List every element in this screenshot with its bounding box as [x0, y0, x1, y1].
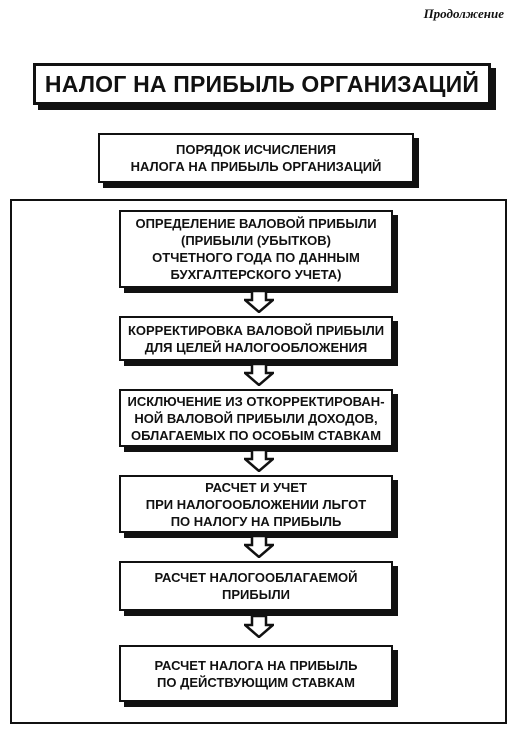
flow-step-6: РАСЧЕТ НАЛОГА НА ПРИБЫЛЬ ПО ДЕЙСТВУЮЩИМ СТАВКАМ — [119, 645, 393, 702]
continued-label: Продолжение — [423, 6, 504, 21]
flow-step-4: РАСЧЕТ И УЧЕТ ПРИ НАЛОГООБЛОЖЕНИИ ЛЬГОТ ПО НАЛОГУ НА ПРИБЫЛЬ — [119, 475, 393, 533]
flow-step-5: РАСЧЕТ НАЛОГООБЛАГАЕМОЙ ПРИБЫЛИ — [119, 561, 393, 611]
flow-step-3: ИСКЛЮЧЕНИЕ ИЗ ОТКОРРЕКТИРОВАН- НОЙ ВАЛОВОЙ ПРИБЫЛИ ДОХОДОВ, ОБЛАГАЕМЫХ ПО ОСОБЫМ СТАВКАМ — [119, 389, 393, 447]
flow-arrow-3 — [244, 450, 274, 472]
flow-top-box: ПОРЯДОК ИСЧИСЛЕНИЯ НАЛОГА НА ПРИБЫЛЬ ОРГАНИЗАЦИЙ — [98, 133, 414, 183]
page-title: НАЛОГ НА ПРИБЫЛЬ ОРГАНИЗАЦИЙ — [33, 63, 491, 105]
flow-arrow-1 — [244, 291, 274, 313]
flow-step-1: ОПРЕДЕЛЕНИЕ ВАЛОВОЙ ПРИБЫЛИ (ПРИБЫЛИ (УБЫТКОВ) ОТЧЕТНОГО ГОДА ПО ДАННЫМ БУХГАЛТЕРСКОГО УЧЕТА) — [119, 210, 393, 288]
flow-step-2: КОРРЕКТИРОВКА ВАЛОВОЙ ПРИБЫЛИ ДЛЯ ЦЕЛЕЙ НАЛОГООБЛОЖЕНИЯ — [119, 316, 393, 361]
flow-arrow-5 — [244, 616, 274, 638]
flow-arrow-2 — [244, 364, 274, 386]
flow-arrow-4 — [244, 536, 274, 558]
